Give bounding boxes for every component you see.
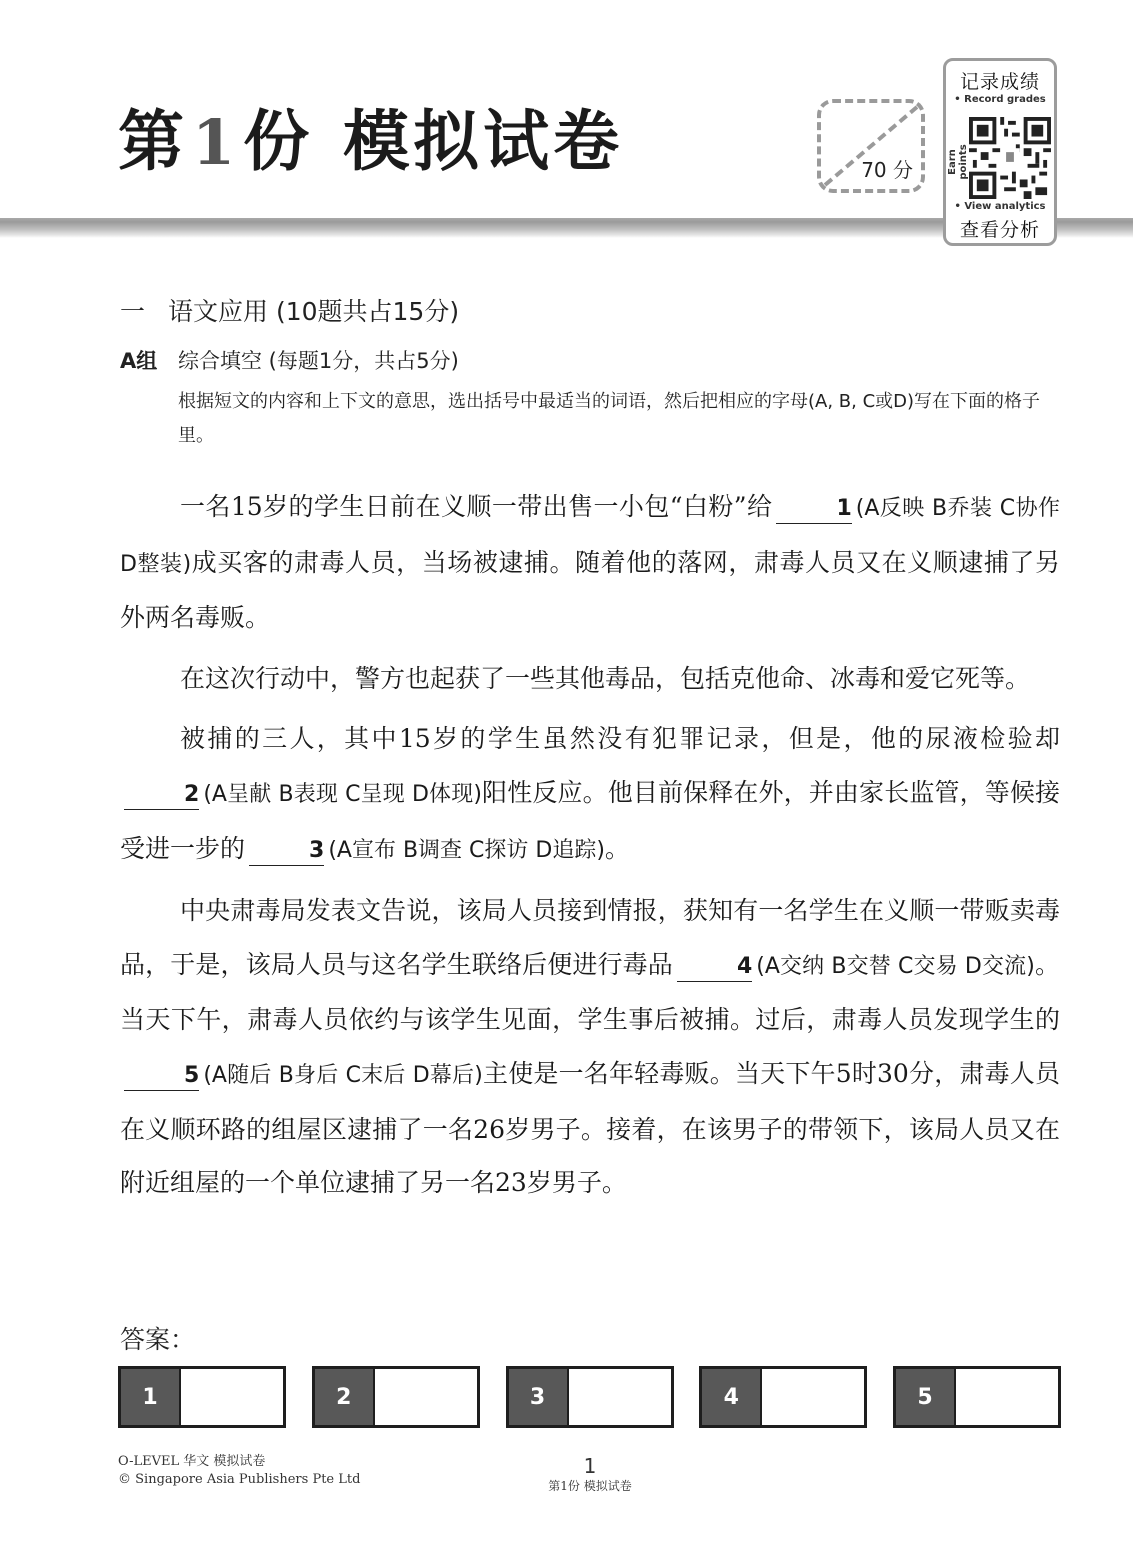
score-box	[817, 99, 925, 193]
page-title	[118, 102, 624, 180]
paragraph-4	[120, 884, 1060, 1210]
answer-box-3[interactable]	[506, 1366, 674, 1428]
answer-input-1[interactable]	[181, 1369, 283, 1425]
paragraph-3	[120, 712, 1060, 877]
options-3: (A宣布 B调查 C探访 D追踪)	[328, 837, 605, 863]
footer-book-title: O-LEVEL 华文 模拟试卷	[118, 1454, 266, 1469]
instruction-text: 根据短文的内容和上下文的意思，选出括号中最适当的词语，然后把相应的字母(A, B, C或D)写在下面的格子里。	[178, 391, 1041, 446]
options-4: (A交纳 B交替 C交易 D交流)	[756, 953, 1035, 979]
answer-input-4[interactable]	[762, 1369, 864, 1425]
title-suffix: 份	[243, 102, 314, 180]
answer-box-1[interactable]	[118, 1366, 286, 1428]
options-2: (A呈献 B表现 C呈现 D体现)	[203, 781, 482, 807]
paragraph-text: 成买客的肃毒人员，当场被逮捕。随着他的落网，肃毒人员又在义顺逮捕了另外两名毒贩。	[120, 547, 1060, 633]
answer-number: 4	[702, 1369, 762, 1425]
blank-4: 4	[677, 953, 752, 982]
paragraph-text: 。当天下午，肃毒人员依约与该学生见面，学生事后被捕。过后，肃毒人员发现学生的	[120, 949, 1060, 1035]
answer-row	[118, 1366, 1061, 1428]
paragraph-text: 阳性反应。他目前保释在外，并由家长监管，等候接受进一步的	[120, 777, 1060, 863]
footer-left	[118, 1453, 360, 1489]
options-1: (A反映 B乔装 C协作 D整装)	[120, 496, 1061, 577]
answer-box-2[interactable]	[312, 1366, 480, 1428]
paragraph-2	[120, 652, 1060, 706]
answer-number: 2	[315, 1369, 375, 1425]
section-number: 一	[120, 297, 146, 326]
footer-center	[540, 1455, 640, 1495]
section-heading	[120, 292, 459, 328]
footer-copyright: © Singapore Asia Publishers Pte Ltd	[118, 1472, 361, 1487]
answer-number: 3	[509, 1369, 569, 1425]
qr-view-analytics: • View analytics	[954, 201, 1046, 212]
answer-number: 1	[121, 1369, 181, 1425]
blank-2: 2	[124, 781, 199, 810]
total-score: 70 分	[861, 158, 913, 182]
group-title: 综合填空 (每题1分，共占5分)	[178, 349, 459, 373]
paragraph-text: 在这次行动中，警方也起获了一些其他毒品，包括克他命、冰毒和爱它死等。	[180, 663, 1031, 693]
section-title: 语文应用 (10题共占15分)	[168, 297, 460, 326]
paragraph-text: 。	[604, 833, 630, 863]
group-heading	[120, 345, 459, 375]
answer-label: 答案：	[120, 1325, 196, 1354]
title-number: 1	[192, 106, 240, 179]
passage	[120, 480, 1060, 1217]
title-prefix: 第	[118, 102, 188, 180]
qr-bottom-label: 查看分析	[959, 219, 1040, 241]
qr-record-grades: • Record grades	[954, 94, 1046, 105]
qr-top-label: 记录成绩	[959, 71, 1040, 93]
qr-side-label: Earn points	[947, 144, 969, 180]
paragraph-text: 中央肃毒局发表文告说，该局人员接到情报，获知有一名学生在义顺一带贩卖毒品，于是，该局人员与这名学生联络后便进行毒品	[120, 896, 1060, 979]
answer-input-5[interactable]	[956, 1369, 1058, 1425]
options-5: (A随后 B身后 C末后 D幕后)	[203, 1062, 483, 1088]
blank-5: 5	[124, 1062, 199, 1091]
paragraph-1	[120, 480, 1060, 645]
paragraph-text: 一名15岁的学生日前在义顺一带出售一小包“白粉”给	[180, 492, 773, 521]
blank-3: 3	[249, 837, 324, 866]
paragraph-text: 主使是一名年轻毒贩。当天下午5时30分，肃毒人员在义顺环路的组屋区逮捕了一名26岁男子。接着，在该男子的带领下，该局人员又在附近组屋的一个单位逮捕了另一名23岁男子。	[120, 1058, 1060, 1198]
answer-box-4[interactable]	[699, 1366, 867, 1428]
answer-input-3[interactable]	[569, 1369, 671, 1425]
blank-1: 1	[776, 495, 851, 524]
answer-number: 5	[896, 1369, 956, 1425]
group-label: A组	[120, 349, 158, 373]
qr-card[interactable]	[943, 58, 1057, 246]
footer-paper-title: 第1份 模拟试卷	[548, 1479, 632, 1493]
page-number: 1	[583, 1454, 597, 1478]
title-main: 模拟试卷	[343, 102, 624, 180]
paragraph-text: 被捕的三人，其中15岁的学生虽然没有犯罪记录，但是，他的尿液检验却	[180, 724, 1060, 754]
answer-box-5[interactable]	[893, 1366, 1061, 1428]
answer-input-2[interactable]	[375, 1369, 477, 1425]
qr-code-icon[interactable]	[968, 117, 1052, 199]
